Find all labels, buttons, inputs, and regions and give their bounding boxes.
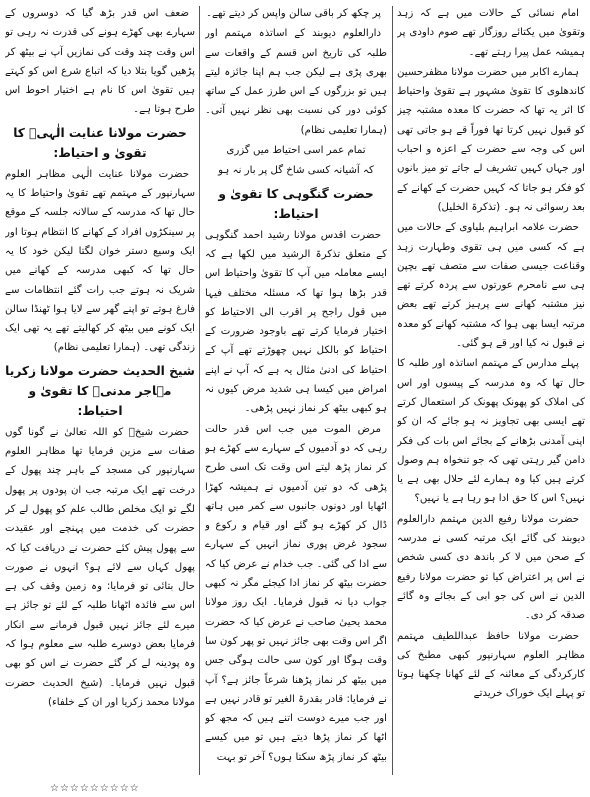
verse-line: کہ آشیانہ کسی شاخ گل پر بار نہ ہو (218, 165, 374, 177)
column-middle (205, 4, 387, 777)
paragraph: حضرت مولانا عنایت الٰہی مظاہر العلوم سہارنپور کے مہتمم تھے تقویٰ واحتیاط کا یہ حال تھا کہ مدرسہ کے سالانہ جلسہ کے موقع پر سینکڑوں افراد کے کھانے کا انتظام ہوتا اور ایک وسیع دستر خوان لگتا لیکن خود کا یہ حال تھا کہ کبھی مدرسہ کے کھانے میں شریک نہ ہوتے جب رات گئے انتظامات سے فارغ ہوتے تو اپنے گھر سے لایا ہوا ٹھنڈا سالن ایک کونے میں بیٹھ کر کھالیتے تھے یہ تھی ایک زندگی تھی۔ (ہمارا تعلیمی نظام) (5, 168, 195, 354)
paragraph: حضرت شیخؒ کو اللہ تعالیٰ نے گونا گوں صفات سے مزین فرمایا تھا مظاہر العلوم سہارنپور کی مسجد کے باہر چند پھول کے درخت تھے ایک مرتبہ جب ان پودوں پر پھول لگے تو ایک مخلص طالب علم کو پھول لے کر حضرت کی خدمت میں پہنچے اور عقیدت سے پھول پیش کئے حضرت نے دریافت کیا کہ پھول کہاں سے لائے ہو؟ انہوں نے صورت حال بتائی تو فرمایا: وہ زمین وقف کی ہے اس سے فائدہ اٹھانا طلبہ کے لئے تو جائز ہے میرے لئے جائز نہیں قبول فرمانے سے انکار فرمایا بعض دوسرے طلبہ سے معلوم ہوا کہ وہ پودینہ لے کر گئے حضرت نے اس کو بھی قبول نہیں فرمایا۔ (شیخ الحدیث حضرت مولانا محمد زکریا اور ان کے خلفاء) (5, 426, 195, 708)
paragraph: حضرت مولانا حافظ عبداللطیف مہتمم مظاہر العلوم سہارنپور کبھی مطبخ کی کارکردگی کے معائنہ کے لئے کھانا چکھنا ہوتا تو پہلے ایک خوراک خریدتے (397, 630, 585, 700)
paragraph: حضرت مولانا رفیع الدین مہتمم دارالعلوم دیوبند کی گائے ایک مرتبہ کسی نے مدرسہ کے صحن میں لا کر باندھ دی کسی شخص نے اس پر اعتراض کیا تو حضرت مولانا رفیع الدین نے اس کی جو ابی کے بجائے وہ گائے صدقہ کر دی۔ (397, 513, 585, 622)
paragraph: حضرت علامہ ابراہیم بلیاوی کے حالات میں ہے کہ کسی میں ہی تقوی وطہارت زہد وقناعت جیسی صفات سے متصف تھے بچپن ہی سے نامحرم عورتوں سے پردہ کرتے تھے نیز مشتبہ کھانے سے پرہیز کرتے تھے بعض مرتبہ ایسا بھی ہوا کہ مشتبہ کھانے کو معدہ نے قبول نہ کیا اور قے ہو گئی۔ (397, 222, 585, 350)
verse-line: تمام عمر اسی احتیاط میں گزری (226, 145, 366, 157)
paragraph: ضعف اس قدر بڑھ گیا کہ دوسروں کے سہارے بھی کھڑے ہونے کی قدرت نہ رہی تو اس وقت چند وقت کی نمازیں آپ نے بیٹھ کر پڑھیں گویا بتلا دیا کہ اتباع شرع اس کو کہتے ہیں تقویٰ اس کا نام ہے اختیار احوط اس طرح ہوتا ہے۔ (5, 8, 195, 116)
column-right (397, 4, 585, 777)
section-heading: شیخ الحدیث حضرت مولانا زکریا مہاجر مدنیؒ کا تقویٰ و احتیاط: (5, 363, 195, 418)
column-divider (199, 6, 200, 775)
paragraph: ہمارے اکابر میں حضرت مولانا مظفرحسین کاندھلوی کا تقویٰ مشہور ہے تقویٰ واحتیاط کا اثر یہ تھا کہ حضرت کا معدہ مشتبہ چیز کو قبول نہیں کرتا تھا فوراً قے ہو جاتی تھی اس کی وجہ سے حضرت کے اعزہ و احباب اور جہاں کہیں تشریف لے جاتے تو میز بانوں کو فکر ہو جاتا کہ کہیں حضرت کے کھانے کے بعد رسوائی نہ ہو۔ (تذکرۃ الخلیل) (397, 66, 585, 213)
paragraph: حضرت اقدس مولانا رشید احمد گنگوہی کے متعلق تذکرۃ الرشید میں لکھا ہے کہ ایسے معاملہ میں آپ کا تقویٰ واحتیاط اس قدر بڑھا ہوا تھا کہ مسئلہ مختلف فیہا میں قول راجح پر اقرب الی الاحتیاط کو اختیار فرمایا کرتے تھے باوجود ضرورت کے احتیاط کو بالکل نہیں چھوڑتے تھے آپ کے احتیاط کی ادنیٰ مثال یہ ہے کہ آپ نے اپنے امراض میں کیسا ہی شدید مرض کیوں نہ ہو کبھی بیٹھ کر نماز نہیں پڑھی۔ (205, 229, 387, 415)
footer-ornament: ☆☆☆☆☆☆☆☆☆ (50, 783, 140, 794)
paragraph: امام نسائی کے حالات میں ہے کہ زہد وتقویٰ میں یکتائے روزگار تھے صوم داودی پر ہمیشہ عمل پیرا رہتے تھے۔ (397, 8, 585, 58)
paragraph: پہلے مدارس کے مہتمم اساتذہ اور طلبہ کا حال تھا کہ وہ مدرسہ کے پیسوں اور اس کی املاک کو پھونک پھونک کر استعمال کرتے تھے ایسی بھی تجاویز نہ ہو جائے کہ ان کو اپنی آمدنی بڑھانے کے بجائے اس بات کی فکر دامن گیر رہتی تھی کہ جو تنخواہ ہم وصول کرتے ہیں کیا وہ ہمارے لئے حلال بھی ہے یا نہیں؟ اس کا حق ادا ہو رہا ہے یا نہیں؟ (397, 358, 585, 505)
column-divider (392, 6, 393, 775)
paragraph: مرض الموت میں جب اس قدر حالت رہی کہ دو آدمیوں کے سہارے سے کھڑے ہو کر نماز پڑھ لیتے اس وقت تک اسی طرح پڑھی کہ دو تین آدمیوں نے ہمیشہ کھڑا اٹھایا اور دونوں جانبوں سے کمر میں ہاتھ ڈال کر کھڑے ہو گئے اور قیام و رکوع و سجود غرض پوری نماز انہیں کے سہارے سے ادا کی گئی۔ جب خدام نے عرض کیا کہ حضرت بیٹھ کر نماز ادا کیجئے مگر نہ کبھی جواب دیا نہ قبول فرمایا۔ ایک روز مولانا محمد یحییٰ صاحب نے عرض کیا کہ حضرت اگر اس وقت بھی جائز نہیں تو پھر کون سا وقت ہوگا اور کون سی حالت ہوگی جس میں بیٹھ کر نماز پڑھنا شرعاً جائز ہے؟ آپ نے فرمایا: قادر بقدرۃ الغیر تو قادر نہیں ہے اور جب میرے دوست اتنے ہیں کہ مجھ کو اٹھا کر نماز پڑھا دیتے ہیں تو میں کیسے بیٹھ کر نماز پڑھ سکتا ہوں؟ آخر تو بہت (205, 423, 387, 763)
paragraph: دارالعلوم دیوبند کے اساتذہ مہتمم اور طلبہ کی تاریخ اس قسم کے واقعات سے بھری پڑی ہے لیکن جب ہم اپنا جائزہ لیتے ہیں تو بزرگوں کے اس طرز عمل کے ساتھ کوئی دور کی نسبت بھی نظر نہیں آتی۔ (ہمارا تعلیمی نظام) (205, 28, 387, 136)
section-heading: حضرت گنگوہی کا تقویٰ و احتیاط: (218, 186, 374, 221)
paragraph: پر چکھ کر باقی سالن واپس کر دیتے تھے۔ (206, 8, 381, 19)
section-heading: حضرت مولانا عنایت الٰہیؒ کا تقویٰ و احتیاط: (13, 125, 187, 160)
column-left (5, 4, 195, 777)
